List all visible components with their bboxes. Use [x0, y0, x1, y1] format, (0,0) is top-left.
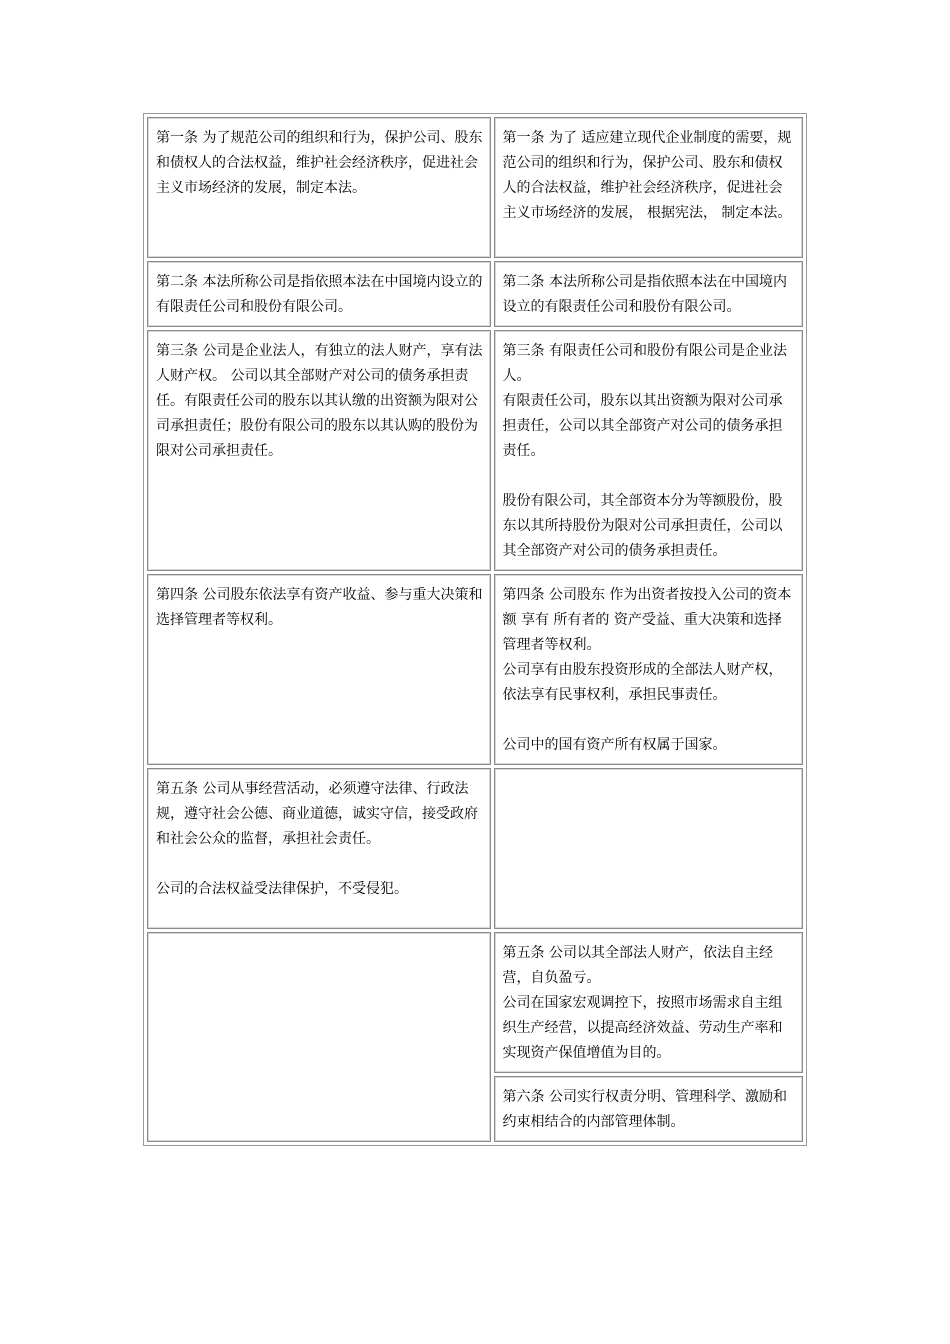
clause-text: 公司享有由股东投资形成的全部法人财产权，依法享有民事权利，承担民事责任。 — [502, 662, 783, 703]
clause-text: 公司的合法权益受法律保护，不受侵犯。 — [156, 881, 408, 897]
new-law-cell — [494, 117, 804, 258]
clause-text: 公司中的国有资产所有权属于国家。 — [502, 737, 727, 753]
table-row — [147, 768, 803, 929]
table-row — [147, 574, 803, 765]
clause-text: 第五条 公司以其全部法人财产，依法自主经营，自负盈亏。 — [502, 945, 773, 986]
new-law-cell — [494, 1076, 804, 1142]
clause-text: 第三条 有限责任公司和股份有限公司是企业法人。 — [502, 343, 787, 384]
old-law-cell — [147, 574, 491, 765]
clause-text: 公司在国家宏观调控下，按照市场需求自主组织生产经营，以提高经济效益、劳动生产率和实现资产保值增值为目的。 — [502, 995, 783, 1061]
old-law-cell — [147, 117, 491, 258]
new-law-cell-empty — [494, 768, 804, 929]
clause-text: 第六条 公司实行权责分明、管理科学、激励和约束相结合的内部管理体制。 — [502, 1089, 787, 1130]
new-law-cell — [494, 330, 804, 571]
old-law-cell — [147, 768, 491, 929]
clause-text: 第二条 本法所称公司是指依照本法在中国境内设立的有限责任公司和股份有限公司。 — [156, 274, 483, 315]
old-law-cell-empty — [147, 932, 491, 1142]
old-law-cell — [147, 261, 491, 327]
table-row — [147, 117, 803, 258]
clause-text: 第四条 公司股东 作为出资者按投入公司的资本额 享有 所有者的 资产受益、重大决策和选择管理者等权利。 — [502, 587, 792, 653]
clause-text: 第一条 为了规范公司的组织和行为，保护公司、股东和债权人的合法权益，维护社会经济秩序，促进社会主义市场经济的发展，制定本法。 — [156, 130, 483, 196]
table-row — [147, 261, 803, 327]
new-law-cell — [494, 574, 804, 765]
old-law-cell — [147, 330, 491, 571]
clause-text: 第五条 公司从事经营活动，必须遵守法律、行政法规，遵守社会公德、商业道德，诚实守信，接受政府和社会公众的监督，承担社会责任。 — [156, 781, 478, 847]
clause-text: 第三条 公司是企业法人，有独立的法人财产，享有法人财产权。 公司以其全部财产对公司的债务承担责任。有限责任公司的股东以其认缴的出资额为限对公司承担责任；股份有限公司的股东以其认购的股份为限对公司承担责任。 — [156, 343, 483, 459]
new-law-cell — [494, 932, 804, 1073]
table-row — [147, 932, 803, 1073]
clause-text: 有限责任公司，股东以其出资额为限对公司承担责任，公司以其全部资产对公司的债务承担责任。 — [502, 393, 783, 459]
table-row — [147, 330, 803, 571]
new-law-cell — [494, 261, 804, 327]
clause-text: 第一条 为了 适应建立现代企业制度的需要，规范公司的组织和行为，保护公司、股东和债权人的合法权益，维护社会经济秩序，促进社会主义市场经济的发展， 根据宪法， 制定本法。 — [502, 130, 792, 221]
clause-text: 第四条 公司股东依法享有资产收益、参与重大决策和选择管理者等权利。 — [156, 587, 483, 628]
clause-text: 第二条 本法所称公司是指依照本法在中国境内设立的有限责任公司和股份有限公司。 — [502, 274, 787, 315]
law-comparison-table — [143, 113, 807, 1146]
clause-text: 股份有限公司，其全部资本分为等额股份，股东以其所持股份为限对公司承担责任，公司以其全部资产对公司的债务承担责任。 — [502, 493, 783, 559]
